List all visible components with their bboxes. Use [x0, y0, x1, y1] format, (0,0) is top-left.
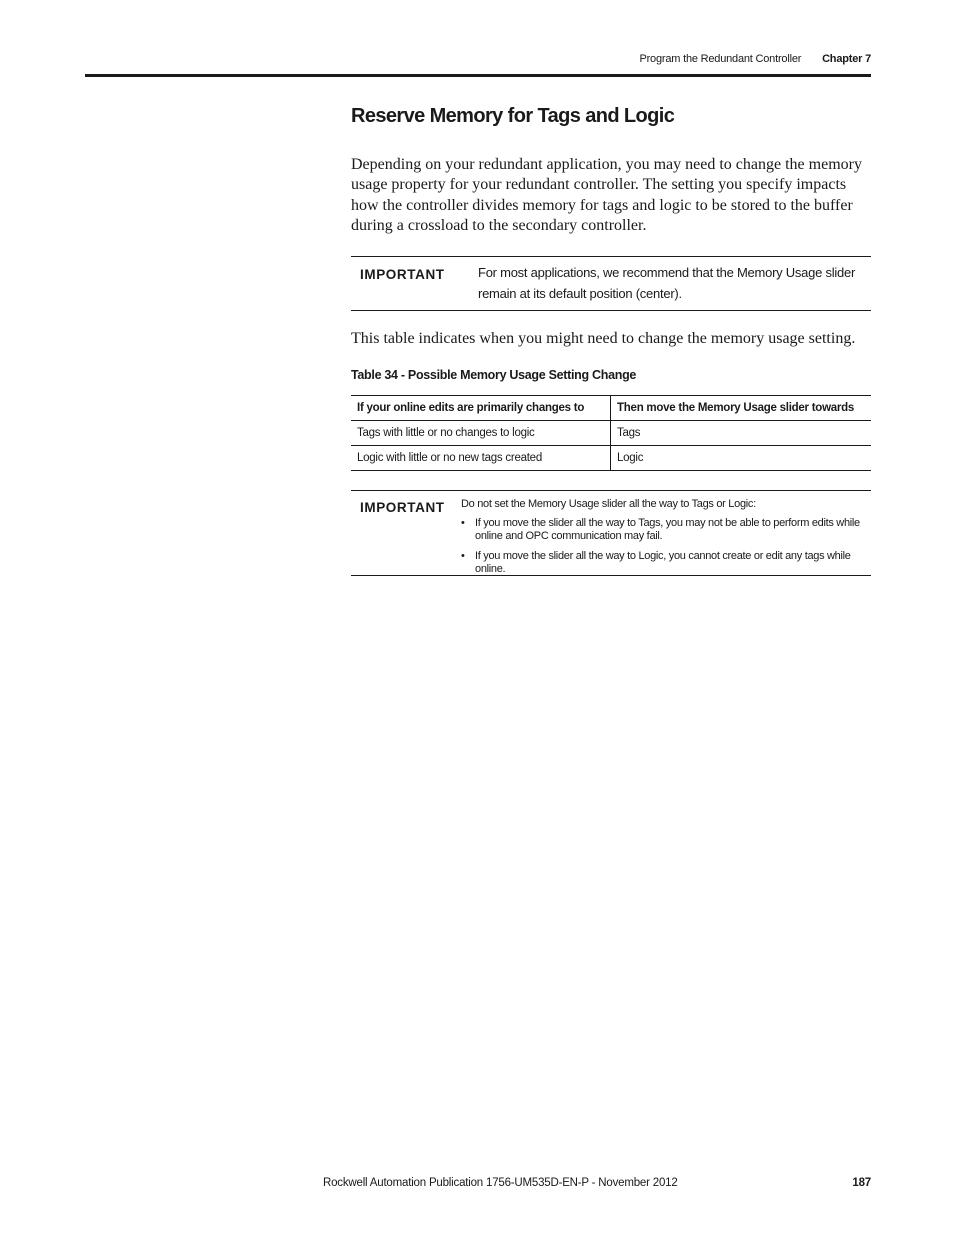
table-cell: Tags with little or no changes to logic [351, 421, 611, 446]
page-number: 187 [852, 1177, 871, 1189]
table-header-cell: If your online edits are primarily changes to [351, 396, 611, 421]
table-cell: Logic with little or no new tags created [351, 446, 611, 471]
table-header-row [351, 396, 871, 421]
header-rule [85, 74, 871, 77]
list-item: • If you move the slider all the way to Logic, you cannot create or edit any tags while online. [461, 550, 871, 576]
table-cell: Logic [617, 452, 644, 464]
footer-publication: Rockwell Automation Publication 1756-UM535D-EN-P - November 2012 [323, 1177, 678, 1189]
header-chapter-label: Chapter 7 [822, 53, 871, 65]
list-item: • If you move the slider all the way to Tags, you may not be able to perform edits while online and OPC communication may fail. [461, 517, 871, 543]
running-header [639, 53, 871, 65]
important-bullet-list [461, 517, 871, 576]
important-label: IMPORTANT [360, 267, 445, 282]
important-intro: Do not set the Memory Usage slider all the way to Tags or Logic: [461, 498, 756, 510]
important-note-2 [351, 490, 871, 576]
table-row [351, 421, 871, 446]
table-caption: Table 34 - Possible Memory Usage Setting Change [351, 368, 637, 382]
important-label: IMPORTANT [360, 500, 445, 515]
header-section-title: Program the Redundant Controller [639, 53, 802, 65]
important-text: For most applications, we recommend that the Memory Usage slider remain at its default position (center). [478, 265, 856, 301]
memory-usage-table [351, 395, 871, 471]
important-body [461, 498, 871, 583]
important-note-1 [351, 256, 871, 311]
table-header-cell: Then move the Memory Usage slider towards [617, 402, 855, 414]
table-cell: Tags [617, 427, 641, 439]
section-heading: Reserve Memory for Tags and Logic [351, 105, 675, 127]
table-row [351, 446, 871, 471]
table-intro-paragraph: This table indicates when you might need to change the memory usage setting. [351, 330, 856, 347]
intro-paragraph: Depending on your redundant application, you may need to change the memory usage property for your redundant controller. The setting you specify impacts how the controller divides memory for tags and logic to be stored to the buffer during a crossload to the secondary controller. [351, 156, 862, 235]
